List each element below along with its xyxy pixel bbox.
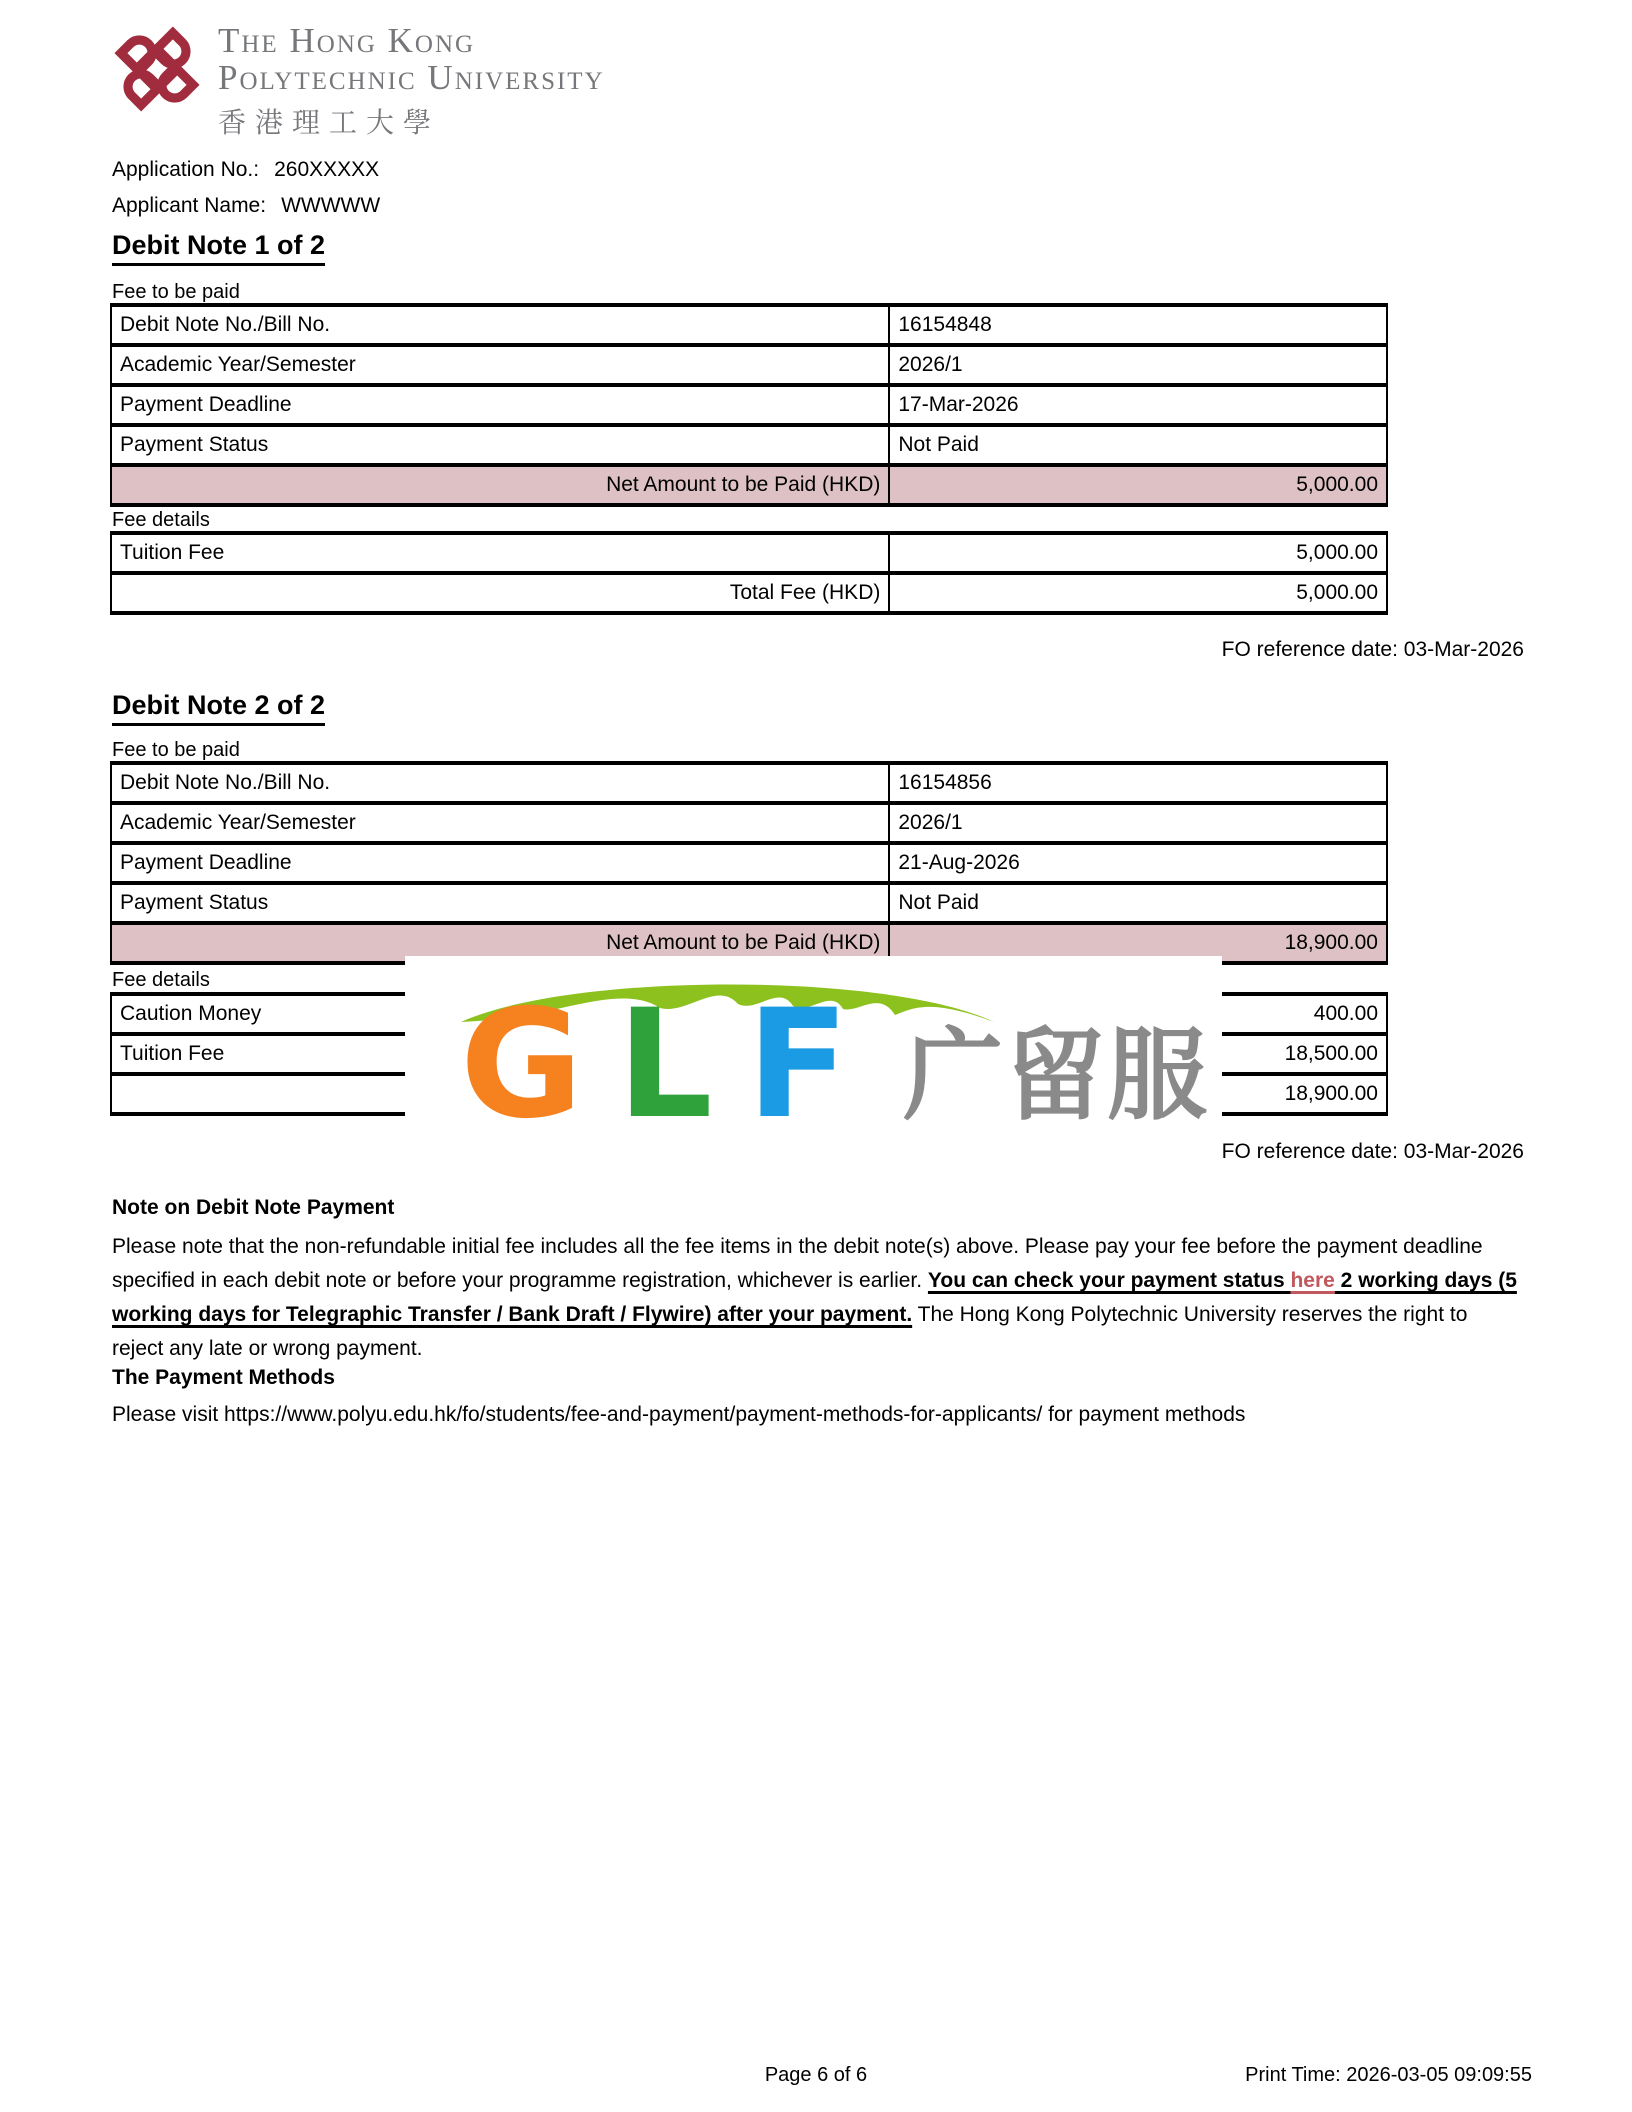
polyu-logo-icon <box>106 16 208 127</box>
debit-note-1-summary-table <box>110 303 1388 507</box>
payment-note-text-2: The Hong Kong Polytechnic University reserves the right to reject any late or wrong payment. <box>112 1303 1468 1360</box>
payment-status-here-link[interactable]: here <box>1290 1269 1335 1292</box>
table-row <box>111 763 1387 803</box>
row-value: 2026/1 <box>889 803 1387 843</box>
university-name-en-line2: Polytechnic University <box>218 58 605 97</box>
row-value: Not Paid <box>889 883 1387 923</box>
fee-value: 5,000.00 <box>889 533 1387 573</box>
university-name <box>218 22 605 141</box>
debit-note-2-title: Debit Note 2 of 2 <box>112 690 325 726</box>
row-label: Academic Year/Semester <box>111 345 889 385</box>
table-row <box>111 385 1387 425</box>
applicant-name-value: WWWWW <box>281 194 381 217</box>
fee-label: Caution Money <box>111 994 889 1034</box>
table-row <box>111 305 1387 345</box>
debit-note-1-title: Debit Note 1 of 2 <box>112 230 325 266</box>
debit-note-2-summary-table <box>110 761 1388 965</box>
payment-note-bold-before: You can check your payment status <box>927 1269 1291 1292</box>
table-row <box>111 803 1387 843</box>
payment-methods-title: The Payment Methods <box>112 1366 335 1389</box>
row-value: 16154848 <box>889 305 1387 345</box>
fee-to-be-paid-label-2: Fee to be paid <box>112 739 240 761</box>
fee-label: Tuition Fee <box>111 1034 889 1074</box>
fee-value: 18,500.00 <box>889 1034 1387 1074</box>
row-label: Payment Status <box>111 425 889 465</box>
net-amount-label: Net Amount to be Paid (HKD) <box>111 465 889 505</box>
glf-watermark <box>405 956 1222 1152</box>
row-label: Academic Year/Semester <box>111 803 889 843</box>
fee-details-label-2: Fee details <box>112 969 210 991</box>
net-amount-value: 18,900.00 <box>889 923 1387 963</box>
debit-note-1-fee-details-table <box>110 531 1388 615</box>
table-row <box>111 425 1387 465</box>
glf-letters <box>460 978 850 1152</box>
total-row <box>111 573 1387 613</box>
row-value: 21-Aug-2026 <box>889 843 1387 883</box>
glf-letter-f: F <box>746 978 850 1152</box>
net-amount-value: 5,000.00 <box>889 465 1387 505</box>
row-value: 16154856 <box>889 763 1387 803</box>
total-value: 5,000.00 <box>889 573 1387 613</box>
fee-value: 400.00 <box>889 994 1387 1034</box>
row-label: Debit Note No./Bill No. <box>111 305 889 345</box>
glf-chinese-text: 广留服 <box>903 1020 1209 1132</box>
fo-reference-date-2: FO reference date: 03-Mar-2026 <box>1221 1140 1524 1163</box>
university-name-zh: 香港理工大學 <box>218 108 441 139</box>
application-no-label: Application No.: <box>112 158 260 181</box>
net-amount-row <box>111 465 1387 505</box>
application-no-line <box>112 158 379 182</box>
table-row <box>111 345 1387 385</box>
applicant-name-label: Applicant Name: <box>112 194 267 217</box>
payment-note-title: Note on Debit Note Payment <box>112 1196 395 1219</box>
applicant-name-line <box>112 194 380 218</box>
row-label: Payment Deadline <box>111 385 889 425</box>
row-label: Payment Deadline <box>111 843 889 883</box>
payment-note-bold-after: 2 working days (5 working days for Telegraphic Transfer / Bank Draft / Flywire) after your payment. <box>112 1269 1517 1326</box>
university-name-en-line1: The Hong Kong <box>218 21 476 60</box>
fee-label: Tuition Fee <box>111 533 889 573</box>
row-label: Payment Status <box>111 883 889 923</box>
glf-letter-l: L <box>617 978 713 1152</box>
row-value: 2026/1 <box>889 345 1387 385</box>
table-row <box>111 883 1387 923</box>
row-label: Debit Note No./Bill No. <box>111 763 889 803</box>
fo-reference-date-1: FO reference date: 03-Mar-2026 <box>1221 638 1524 661</box>
total-label: Total Fee (HKD) <box>111 573 889 613</box>
table-row <box>111 533 1387 573</box>
payment-note-paragraph <box>112 1230 1524 1366</box>
glf-letter-g: G <box>460 978 584 1152</box>
application-no-value: 260XXXXX <box>274 158 380 181</box>
payment-methods-text: Please visit https://www.polyu.edu.hk/fo/students/fee-and-payment/payment-methods-for-applicants/ for payment methods <box>112 1403 1246 1426</box>
table-row <box>111 843 1387 883</box>
print-time: Print Time: 2026-03-05 09:09:55 <box>1245 2064 1532 2086</box>
page-number: Page 6 of 6 <box>764 2064 868 2086</box>
fee-to-be-paid-label-1: Fee to be paid <box>112 281 240 303</box>
net-amount-label: Net Amount to be Paid (HKD) <box>111 923 889 963</box>
payment-note-text-1: Please note that the non-refundable initial fee includes all the fee items in the debit note(s) above. Please pay your fee before the payment deadline specified in each debit note or before your programme registration, whichever is earlier. <box>112 1235 1483 1292</box>
fee-details-label-1: Fee details <box>112 509 210 531</box>
row-value: 17-Mar-2026 <box>889 385 1387 425</box>
row-value: Not Paid <box>889 425 1387 465</box>
total-value: 18,900.00 <box>889 1074 1387 1114</box>
